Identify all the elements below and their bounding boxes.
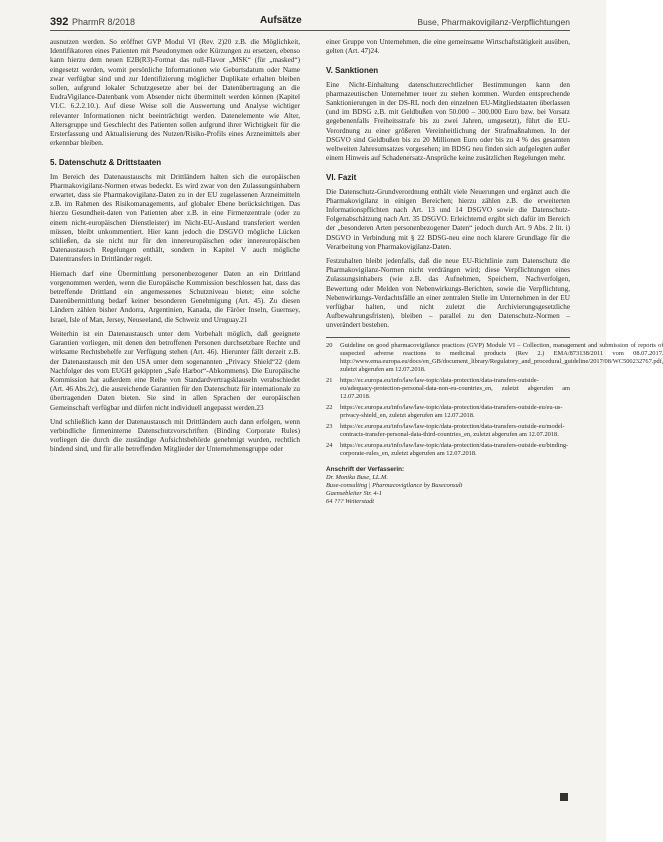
paragraph: Und schließlich kann der Datenaustausch mit Drittländern auch dann erfolgen, wenn verbindliche firmeninterne Datenschutzvorschriften (Binding Corporate Rules) vorliegen die durch die zuständige Aufsichtsbehörde genehmigt wurden, rechtlich bindend sind, und für alle betreffenden Mitglieder der Unternehmensgruppe oder bbox=[50, 417, 300, 454]
author-address bbox=[326, 466, 570, 506]
footnote-text: https://ec.europa.eu/info/law/law-topic/data-protection/data-transfers-outside-eu/binding-corporate-rules_en, zuletzt abgerufen am 12.07.2018. bbox=[340, 441, 569, 457]
footnote-text: https://ec.europa.eu/info/law/law-topic/data-protection/data-transfers-outside-eu/adequacy-protection-personal-data-non-eu-countries_en, zuletzt abgerufen am 12.07.2018. bbox=[340, 376, 570, 400]
author-line: 64 ??? Weiterstadt bbox=[326, 497, 375, 505]
author-label: Anschrift der Verfasserin: bbox=[326, 465, 405, 473]
footnote bbox=[326, 423, 570, 439]
footnote bbox=[326, 442, 570, 458]
end-of-article-mark bbox=[560, 793, 568, 801]
journal-name: PharmR 8/2018 bbox=[72, 17, 136, 27]
paragraph: Hiernach darf eine Übermittlung personenbezogener Daten an ein Drittland vorgenommen werden, wenn die Europäische Kommission beschlossen hat, dass das betreffende Drittland ein angemessenes Schutzniveau bietet; eine solche Datenübermittlung bedarf keiner besonderen Genehmigung (Art. 45). Zu diesen Ländern zählen bisher Andorra, Argentinien, Kanada, die Färöer Inseln, Guernsey, Israel, Isle of Man, Jersey, Neuseeland, die Schweiz und Uruguay.21 bbox=[50, 269, 300, 324]
section-label: Aufsätze bbox=[260, 15, 302, 26]
running-title: Buse, Pharmakovigilanz-Verpflichtungen bbox=[417, 17, 570, 27]
author-line: Buse-consulting | Pharmacovigilance by Buseconsult bbox=[326, 481, 463, 489]
author-line: Dr. Monika Buse, LL.M. bbox=[326, 473, 388, 481]
left-column bbox=[50, 38, 300, 460]
footnote-number: 23 bbox=[326, 422, 333, 430]
footnote-number: 21 bbox=[326, 376, 333, 384]
section-heading: V. Sanktionen bbox=[326, 66, 379, 76]
paragraph: Festzuhalten bleibt jedenfalls, daß die neue EU-Richtlinie zum Datenschutz die Pharmakovigilanz-Normen nicht verdrängen wird; diese Verpflichtungen eines Zulassungsinhabers (wie z.B. das Aufnehmen, Speichern, Nachverfolgen, Bewertung oder Melden von Nebenwirkungs-Berichten, sowie die Verpflichtung, Nebenwirkungs-Verdachtsfälle an einer zentralen Stelle im Unternehmen in der EU verfügbar halten, und nicht zuletzt die Archivierungsgesetzliche Aufbewahrungsfristen), bleiben – parallel zu den Datenschutz-Normen – unverändert bestehen. bbox=[326, 257, 570, 330]
footnote-number: 20 bbox=[326, 341, 333, 349]
footnote bbox=[326, 404, 570, 420]
paragraph: Die Datenschutz-Grundverordnung enthält viele Neuerungen und ergänzt auch die Pharmakovigilanz in einigen Bereichen; hierzu zählen z.B. die erweiterten Informationspflichten nach Art. 13 und 14 DSGVO sowie die Datenschutz-Folgenabschätzung nach Art. 35 DSGVO. Erleichternd ergibt sich dafür im Bereich der „besonderen Arten personenbezogener Daten“ jedoch durch Art. 9 Abs. 2 lit. i) DSGVO in Verbindung mit § 22 BDSG-neu eine noch klarere Grundlage für die Verarbeitung von Pharmakovigilanz-Daten. bbox=[326, 187, 570, 251]
footnote-number: 24 bbox=[326, 441, 333, 449]
author-line: Gaensebleiter Str. 4-1 bbox=[326, 489, 382, 497]
section-heading: VI. Fazit bbox=[326, 173, 357, 183]
page-number: 392 bbox=[50, 16, 69, 28]
footnote-text: Guideline on good pharmacovigilance practices (GVP) Module VI – Collection, management and submission of reports of suspected adverse reactions to medicinal products (Rev 2.) EMA/873138/2011 vom 08.07.2017. http://www.ema.europa.eu/docs/en_GB/document_library/Regulatory_and_procedural_guideline/2017/08/WC500232767.pdf, zuletzt abgerufen am 12.07.2018. bbox=[340, 341, 663, 373]
footnotes bbox=[326, 337, 663, 458]
paragraph: ausnutzen werden. So eröffnet GVP Modul VI (Rev. 2)20 z.B. die Möglichkeit, Identifikatoren eines Patienten mit Pseudonymen oder Kürzungen zu ersetzen, ebenso kann hierzu dem neuen E2B(R3)-Format das null-Flavor „MSK“ (für „masked“) eingesetzt werden, womit persönliche Informationen wie Geburtsdatum oder Name zwar verfügbar sind und zur Identifizierung möglicher Duplikate erhalten bleiben sollen, aufgrund lokaler Schutzgesetze aber bei der Datenübertragung an die EudraVigilance-Datenbank vom Absender nicht übermittelt werden können (Kapitel VI.C. 6.2.2.10.). Auf diese Weise soll die Auswertung und Analyse wichtiger relevanter Informationen nicht beeinträchtigt werden. Datenelemente wie Alter, Altersgruppe und Geschlecht des Patienten sollen aufgrund ihrer Wichtigkeit für die Ersterfassung und Aktualisierung des Nutzen/Risiko-Profils eines Arzneimittels aber erkennbar bleiben. bbox=[50, 38, 300, 148]
footnote-number: 22 bbox=[326, 403, 333, 411]
paragraph: Eine Nicht-Einhaltung datenschutzrechtlicher Bestimmungen kann den pharmazeutischen Unternehmer teuer zu stehen kommen. Wurden entsprechende Sanktionierungen in der DS-RL noch den einzelnen EU-Mitgliedstaaten überlassen (und im BDSG z.B. mit Geldbußen von 50.000 – 300.000 Euro bzw. bei Vorsatz gegebenenfalls Freiheitsstrafe bis zu zwei Jahren, umgesetzt), führt die EU-Verordnung zu einer größeren Vereinheitlichung der Strafmaßnahmen. In der DSGVO sind Geldbußen bis zu 20 Millionen Euro oder bis zu 4 % des gesamten weltweiten Jahresumsatzes vorgesehen; im BDSG neu finden sich aufgelegten außer einem Hinweis auf Schadenersatz-Ansprüche keine zusätzlichen Regelungen mehr. bbox=[326, 80, 570, 163]
paragraph: Weiterhin ist ein Datenaustausch unter dem Vorbehalt möglich, daß geeignete Garantien vorliegen, mit denen den betroffenen Personen durchsetzbare Rechte und wirksame Rechtsbehelfe zur Verfügung stehen (Art. 46). Hierunter fällt derzeit z.B. der Datenaustausch mit den USA unter dem sogenannten „Privacy Shield“22 (dem Nachfolger des vom EUGH gekippten „Safe Harbor“-Abkommens). Die Europäische Kommission hat außerdem eine Reihe von Standardvertragsklauseln verabschiedet (Art. 46 Abs.2c), die ausreichende Garantien für den Datenschutz für internationale zu übertragenden Daten bieten. Sie sind in allen Sprachen der europäischen Gemeinschaft verfügbar und dürfen nicht individuell angepasst werden.23 bbox=[50, 329, 300, 412]
right-column bbox=[326, 38, 663, 506]
footnote-text: https://ec.europa.eu/info/law/law-topic/data-protection/data-transfers-outside-eu/model-contracts-transfer-personal-data-third-countries_en, zuletzt abgerufen am 12.07.2018. bbox=[340, 422, 565, 438]
section-heading: 5. Datenschutz & Drittstaaten bbox=[50, 158, 162, 168]
footnote bbox=[326, 341, 663, 374]
page-header bbox=[50, 14, 570, 31]
footnote-text: https://ec.europa.eu/info/law/law-topic/data-protection/data-transfers-outside-eu/eu-us-privacy-shield_en, zuletzt abgerufen am 12.07.2018. bbox=[340, 403, 563, 419]
footnote bbox=[326, 377, 570, 401]
paragraph: Im Bereich des Datenaustauschs mit Drittländern halten sich die europäischen Pharmakovigilanz-Normen etwas bedeckt. Es wird zwar von den Zulassungsinhabern erwartet, dass sie Pharmakovigilanz-Daten zu in der EU zugelassenen Arzneimitteln z.B. im Rahmen des Risikomanagements, auf globaler Ebene berücksichtigen. Das hierzu Gesundheit-daten von Patienten aber z.B. in eine Firmenzentrale (oder zu einem nicht-europäischen Dienstleister) im Nicht-EU-Ausland transferiert werden müssen, bleibt unkommentiert. Hier kann jedoch die DSGVO mögliche Lücken schließen, da sie nicht nur für den innereuropäischen oder innereuropäischen Datenaustausch Regelungen enthält, sondern in Kapitel V auch mögliche Datentransfers in Drittländer regelt. bbox=[50, 172, 300, 264]
paragraph: einer Gruppe von Unternehmen, die eine gemeinsame Wirtschaftstätigkeit ausüben, gelten (Art. 47)24. bbox=[326, 38, 570, 56]
